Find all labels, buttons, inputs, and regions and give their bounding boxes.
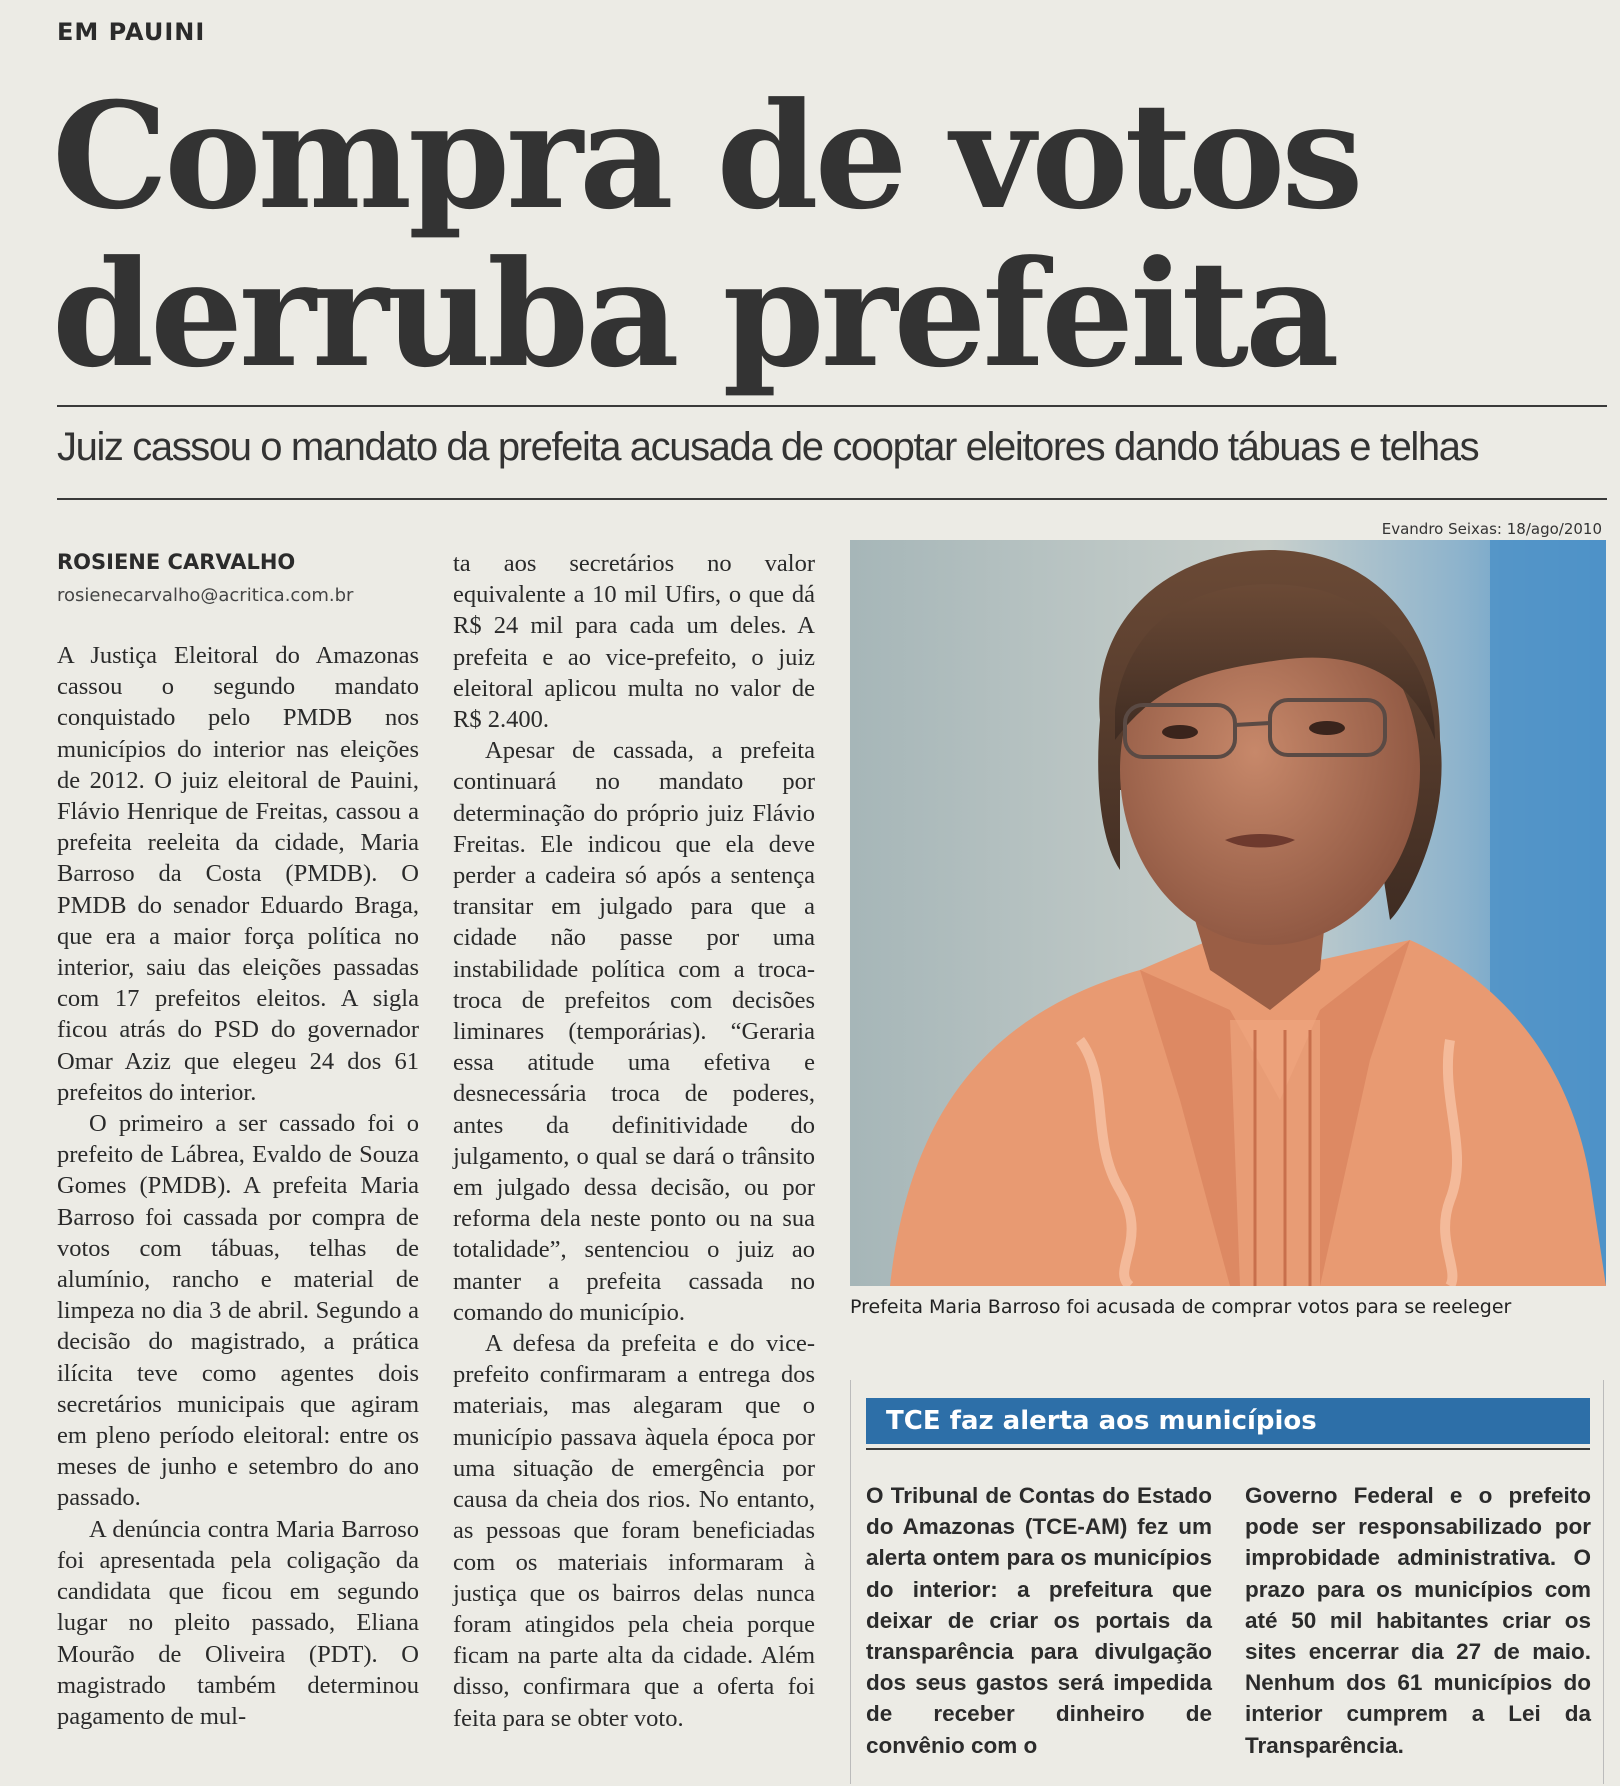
sidebar-column-1: O Tribunal de Contas do Estado do Amazonas (TCE-AM) fez um alerta ontem para os municípios do interior: a prefeitura que deixar de criar os portais da transparência para divulgação dos seus gastos será impedida de receber dinheiro de convênio com o: [866, 1483, 1212, 1758]
byline-author: ROSIENE CARVALHO: [57, 550, 296, 574]
paragraph: ta aos secretários no valor equivalente a 10 mil Ufirs, o que dá R$ 24 mil para cada um deles. A prefeita e ao vice-prefeito, o juiz eleitoral aplicou multa no valor de R$ 2.400.: [453, 550, 815, 734]
section-tag: EM PAUINI: [57, 18, 206, 46]
paragraph: A defesa da prefeita e do vice-prefeito confirmaram a entrega dos materiais, mas alegaram que o município passava àquela época por uma situação de emergência por causa da cheia dos rios. No entanto, as pessoas que foram beneficiadas com os materiais informaram à justiça que os bairros delas nunca foram atingidos pela cheia porque ficam na parte alta da cidade. Além disso, confirmara que a oferta foi feita para se obter voto.: [453, 1330, 815, 1732]
subheadline: Juiz cassou o mandato da prefeita acusada de cooptar eleitores dando tábuas e telhas: [57, 425, 1479, 469]
byline-email[interactable]: rosienecarvalho@acritica.com.br: [57, 585, 354, 606]
sidebar-rule: [866, 1448, 1590, 1450]
paragraph: A Justiça Eleitoral do Amazonas cassou o segundo mandato conquistado pelo PMDB nos municípios do interior nas eleições de 2012. O juiz eleitoral de Pauini, Flávio Henrique de Freitas, cassou a prefeita reeleita da cidade, Maria Barroso da Costa (PMDB). O PMDB do senador Eduardo Braga, que era a maior força política no interior, saiu das eleições passadas com 17 prefeitos eleitos. A sigla ficou atrás do PSD do governador Omar Aziz que elegeu 24 dos 61 prefeitos do interior.: [57, 642, 419, 1106]
headline-line-2: derruba prefeita: [52, 229, 1336, 400]
sidebar-title: TCE faz alerta aos municípios: [866, 1398, 1590, 1444]
paragraph: O primeiro a ser cassado foi o prefeito de Lábrea, Evaldo de Souza Gomes (PMDB). A prefeita Maria Barroso foi cassada por compra de votos com tábuas, telhas de alumínio, rancho e material de limpeza no dia 3 de abril. Segundo a decisão do magistrado, a prática ilícita teve como agentes dois secretários municipais que agiram em pleno período eleitoral: entre os meses de junho e setembro do ano passado.: [57, 1110, 419, 1512]
photo-credit: Evandro Seixas: 18/ago/2010: [1381, 520, 1602, 538]
portrait-photo: [850, 540, 1606, 1286]
top-rule: [57, 405, 1607, 407]
paragraph: A denúncia contra Maria Barroso foi apresentada pela coligação da candidata que ficou em segundo lugar no pleito passado, Eliana Mourão de Oliveira (PDT). O magistrado também determinou pagamento de mul-: [57, 1515, 419, 1730]
paragraph: Apesar de cassada, a prefeita continuará no mandato por determinação do próprio juiz Flávio Freitas. Ele indicou que ela deve perder a cadeira só após a sentença transitar em julgado para que a cidade não passe por uma instabilidade política com a troca-troca de prefeitos com decisões liminares (temporárias). “Geraria essa atitude uma efetiva e desnecessária troca de poderes, antes da definitividade do julgamento, o qual se dará o trânsito em julgado dessa decisão, ou por reforma dela neste ponto ou na sua totalidade”, sentenciou o juiz ao manter a prefeita cassada no comando do município.: [453, 737, 815, 1326]
sidebar-column-2: Governo Federal e o prefeito pode ser responsabilizado por improbidade administrativa. O prazo para os municípios com até 50 mil habitantes criar os sites encerrar dia 27 de maio. Nenhum dos 61 municípios do interior cumprem a Lei da Transparência.: [1245, 1483, 1591, 1758]
body-column-2: [453, 548, 815, 1734]
body-column-1: [57, 640, 419, 1732]
photo-caption: Prefeita Maria Barroso foi acusada de comprar votos para se reeleger: [850, 1296, 1512, 1318]
portrait-illustration: [850, 540, 1606, 1286]
headline-line-1: Compra de votos: [52, 71, 1360, 242]
headline: [52, 71, 1592, 400]
sub-rule: [57, 498, 1607, 500]
